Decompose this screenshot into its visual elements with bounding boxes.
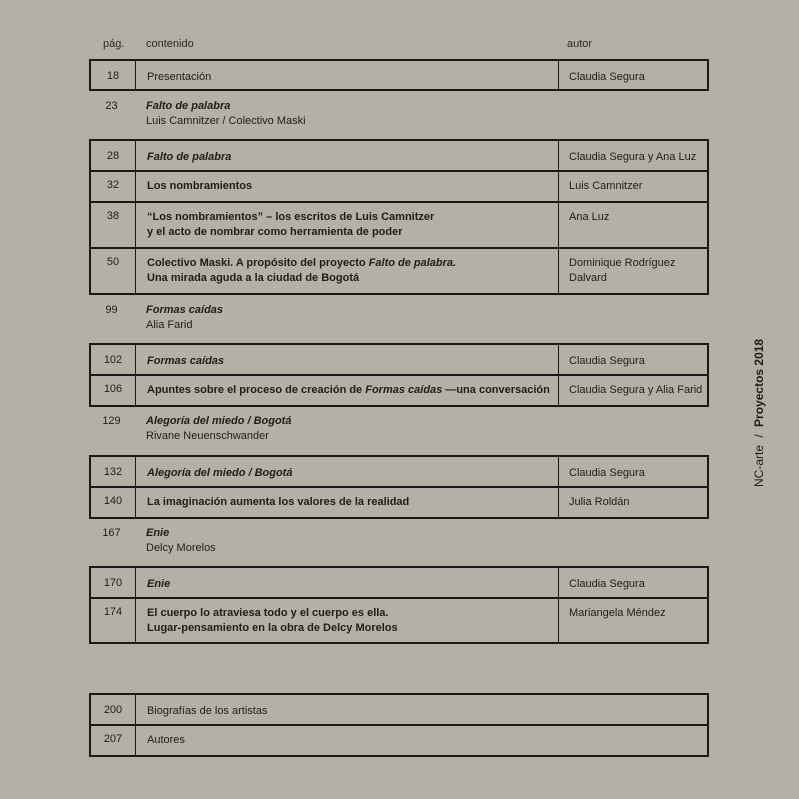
side-label [752,339,766,487]
row-divider [89,374,709,376]
row-divider [89,486,709,488]
project-page-number: 23 [105,100,118,112]
toc-title-part: —una conversación [442,384,550,396]
toc-page-number: 18 [91,61,136,89]
toc-title: Biografías de los artistas [147,705,268,717]
toc-row[interactable] [89,247,709,295]
toc-author: Mariangela Méndez [558,597,709,642]
toc-row[interactable] [89,201,709,249]
project-title: Alegoría del miedo / Bogotá [146,415,292,427]
row-divider [89,724,709,726]
toc-title [147,256,547,286]
toc-row[interactable] [89,139,709,172]
toc-row[interactable] [89,724,709,757]
toc-title-line: El cuerpo lo atraviesa todo y el cuerpo es ella. [147,607,389,619]
toc-title-line: “Los nombramientos” – los escritos de Luis Camnitzer [147,211,435,223]
toc-title: Falto de palabra [147,151,232,163]
toc-author [558,247,709,293]
header-author: autor [567,38,593,50]
toc-title: Enie [147,578,171,590]
toc-author: Claudia Segura [558,568,709,597]
project-entry[interactable] [89,303,489,335]
toc-title [147,383,557,398]
project-entry[interactable] [89,99,489,131]
toc-author-line: Dalvard [569,272,607,284]
toc-page-number: 140 [91,486,136,517]
project-entry[interactable] [89,414,489,446]
toc-title-part: Apuntes sobre el proceso de creación de [147,384,366,396]
toc-row[interactable] [89,455,709,488]
toc-row[interactable] [89,566,709,599]
toc-author: Claudia Segura y Ana Luz [558,141,709,170]
project-title: Formas caídas [146,304,224,316]
toc-author-line: Dominique Rodríguez [569,257,676,269]
toc-title-italic: Formas caídas [365,384,443,396]
toc-title: Autores [147,734,185,746]
toc-title-part: Colectivo Maski. A propósito del proyecto [147,257,369,269]
header-page: pág. [103,38,125,50]
toc-row[interactable] [89,486,709,519]
row-divider [89,247,709,249]
toc-page-number: 102 [91,345,136,374]
project-page-number: 167 [102,527,121,539]
toc-page-number: 106 [91,374,136,405]
toc-title: Presentación [147,71,212,83]
project-artist: Rivane Neuenschwander [146,430,269,442]
toc-title-line: Una mirada aguda a la ciudad de Bogotá [147,272,360,284]
toc-row[interactable] [89,170,709,203]
toc-author: Claudia Segura [558,61,709,89]
row-divider [89,201,709,203]
toc-title-line: y el acto de nombrar como herramienta de poder [147,226,403,238]
row-divider [89,170,709,172]
project-title: Falto de palabra [146,100,231,112]
toc-title: Alegoría del miedo / Bogotá [147,467,293,479]
project-page-number: 99 [105,304,118,316]
project-artist: Luis Camnitzer / Colectivo Maski [146,115,306,127]
side-label-title: Proyectos 2018 [752,338,766,427]
toc-page-number: 38 [91,201,136,247]
project-title: Enie [146,527,170,539]
toc-row[interactable] [89,59,709,91]
toc-row[interactable] [89,693,709,726]
toc-page-number: 207 [91,724,136,755]
toc-title [147,606,547,636]
toc-author: Claudia Segura y Alia Farid [558,374,709,405]
toc-page-number: 200 [91,695,136,724]
toc-title: Los nombramientos [147,180,253,192]
toc-title-line: Lugar-pensamiento en la obra de Delcy Morelos [147,622,398,634]
toc-title: Formas caídas [147,355,225,367]
header-content: contenido [146,38,194,50]
side-label-separator: / [752,434,766,438]
side-label-publisher: NC-arte [752,444,766,487]
toc-page-number: 32 [91,170,136,201]
toc-author: Julia Roldán [558,486,709,517]
toc-author: Ana Luz [558,201,709,247]
toc-title [147,210,547,240]
project-artist: Delcy Morelos [146,542,216,554]
toc-title-italic: Falto de palabra. [368,257,457,269]
toc-page-number: 174 [91,597,136,642]
toc-page-number: 132 [91,457,136,486]
toc-author: Luis Camnitzer [558,170,709,201]
project-artist: Alia Farid [146,319,193,331]
toc-row[interactable] [89,343,709,376]
project-page-number: 129 [102,415,121,427]
toc-row[interactable] [89,597,709,644]
toc-page-number: 28 [91,141,136,170]
project-entry[interactable] [89,526,489,558]
toc-author: Claudia Segura [558,457,709,486]
toc-row[interactable] [89,374,709,407]
toc-page-number: 170 [91,568,136,597]
toc-author: Claudia Segura [558,345,709,374]
row-divider [89,597,709,599]
toc-page-number: 50 [91,247,136,293]
toc-title: La imaginación aumenta los valores de la realidad [147,496,410,508]
